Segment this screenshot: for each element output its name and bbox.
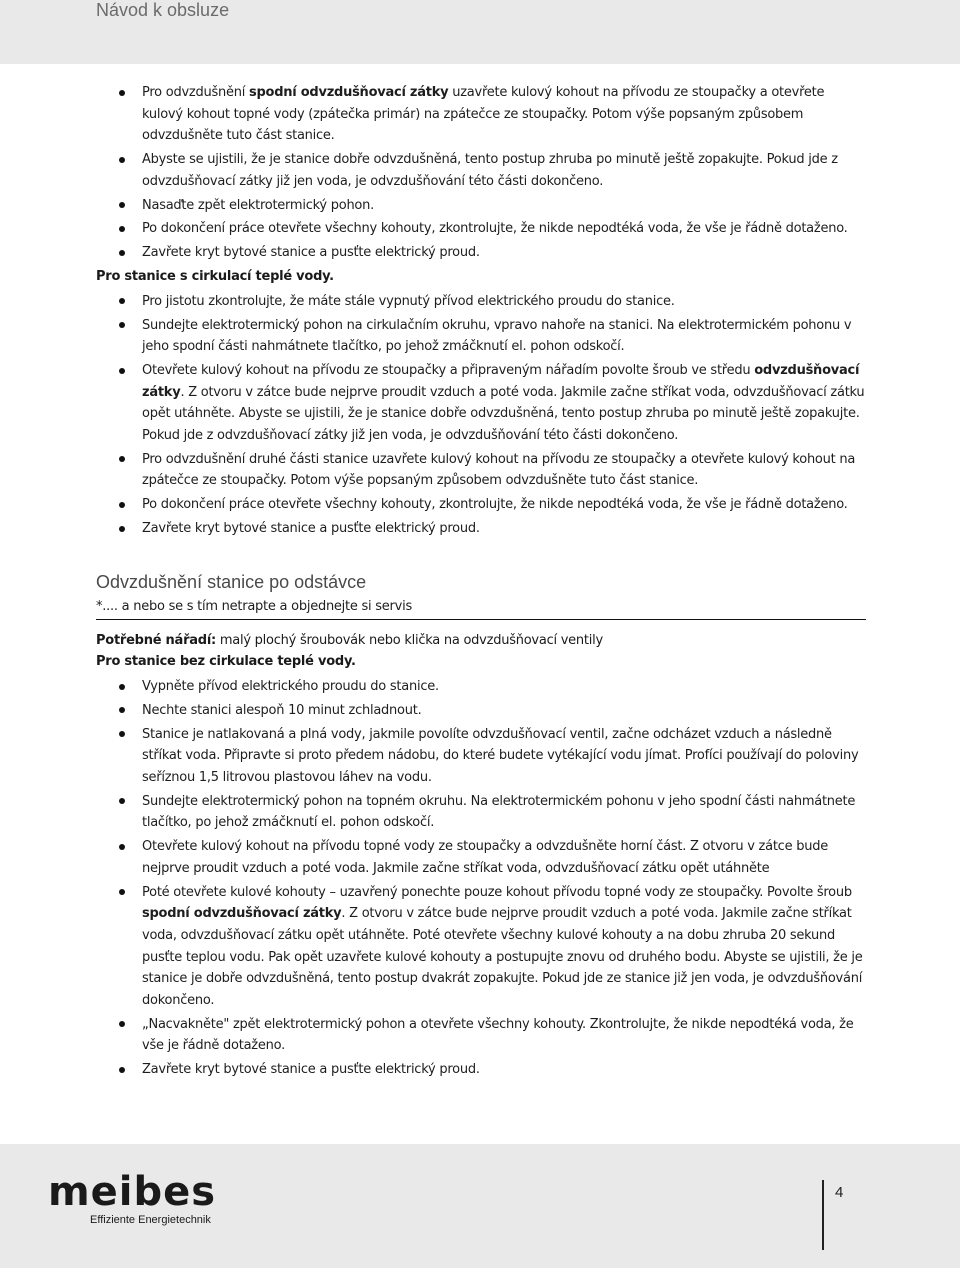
list-item: Nasaďte zpět elektrotermický pohon. bbox=[96, 195, 866, 217]
heading-circulation: Pro stanice s cirkulací teplé vody. bbox=[96, 269, 334, 285]
page-header bbox=[0, 0, 960, 64]
list-item: „Nacvakněte" zpět elektrotermický pohon a otevřete všechny kohouty. Zkontrolujte, že nikde nepodtéká voda, že vše je řádně dotaženo. bbox=[96, 1014, 866, 1057]
service-note: *.... a nebo se s tím netrapte a objednejte si servis bbox=[96, 598, 866, 620]
list-item: Zavřete kryt bytové stanice a pusťte elektrický proud. bbox=[96, 518, 866, 540]
list-item: Pro jistotu zkontrolujte, že máte stále vypnutý přívod elektrického proudu do stanice. bbox=[96, 291, 866, 313]
header-title: Návod k obsluze bbox=[96, 0, 230, 20]
list-item: Poté otevřete kulové kohouty – uzavřený ponechte pouze kohout přívodu topné vody ze stoupačky. Povolte šroub spodní odvzdušňovací zátky. Z otvoru v zátce bude nejprve proudit vzduch a poté voda. Jakmile začne stříkat voda, odvzdušňovací zátku opět utáhněte. Poté otevřete všechny kulové kohouty a na dobu zhruba 20 sekund pusťte teplou vodu. Pak opět uzavřete kulové kohouty a postupujte znovu od druhého bodu. Abyste se ujistili, že je stanice je dobře odvzdušněná, tento postup dvakrát zopakujte. Pokud jde ze stanice již jen voda, je odvzdušňování dokončeno. bbox=[96, 882, 866, 1012]
bullet-list-no-circulation bbox=[96, 676, 866, 1081]
list-item: Pro odvzdušnění spodní odvzdušňovací zátky uzavřete kulový kohout na přívodu ze stoupačky a otevřete kulový kohout topné vody (zpátečka primár) na zpátečce ze stoupačky. Potom výše popsaným způsobem odvzdušněte tuto část stanice. bbox=[96, 82, 866, 147]
section-title: Odvzdušnění stanice po odstávce bbox=[96, 571, 367, 592]
logo-wordmark: meibes bbox=[48, 1169, 217, 1215]
list-item: Stanice je natlakovaná a plná vody, jakmile povolíte odvzdušňovací ventil, začne odcházet vzduch a následně stříkat voda. Připravte si proto předem nádobu, do které budete vytékající vodu jímat. Profíci používají do poloviny seříznou 1,5 litrovou plastovou láhev na vodu. bbox=[96, 724, 866, 789]
list-item: Otevřete kulový kohout na přívodu ze stoupačky a připraveným nářadím povolte šroub ve středu odvzdušňovací zátky. Z otvoru v zátce bude nejprve proudit vzduch a poté voda. Jakmile začne stříkat voda, odvzdušňovací zátku opět utáhněte. Abyste se ujistili, že je stanice dobře odvzdušněná, tento postup zhruba po minutě ještě zopakujte. Pokud jde z odvzdušňovací zátky již jen voda, je odvzdušňování této části dokončeno. bbox=[96, 360, 866, 446]
required-tools: Potřebné nářadí: malý plochý šroubovák nebo klička na odvzdušňovací ventily bbox=[96, 632, 603, 648]
list-item: Pro odvzdušnění druhé části stanice uzavřete kulový kohout na přívodu ze stoupačky a otevřete kulový kohout na zpátečce ze stoupačky. Potom výše popsaným způsobem odvzdušněte tuto část stanice. bbox=[96, 449, 866, 492]
page-content bbox=[96, 82, 866, 1083]
logo-tagline: Effiziente Energietechnik bbox=[90, 1214, 211, 1226]
heading-no-circulation: Pro stanice bez cirkulace teplé vody. bbox=[96, 654, 356, 670]
list-item: Sundejte elektrotermický pohon na topném okruhu. Na elektrotermickém pohonu v jeho spodní části nahmátnete tlačítko, po jehož zmáčknutí el. pohon odskočí. bbox=[96, 791, 866, 834]
list-item: Nechte stanici alespoň 10 minut zchladnout. bbox=[96, 700, 866, 722]
footer-divider bbox=[822, 1180, 824, 1250]
list-item: Otevřete kulový kohout na přívodu topné vody ze stoupačky a odvzdušněte horní část. Z otvoru v zátce bude nejprve proudit vzduch a poté voda. Jakmile začne stříkat voda, odvzdušňovací zátku opět utáhněte bbox=[96, 836, 866, 879]
list-item: Abyste se ujistili, že je stanice dobře odvzdušněná, tento postup zhruba po minutě ještě zopakujte. Pokud jde z odvzdušňovací zátky již jen voda, je odvzdušňování této části dokončeno. bbox=[96, 149, 866, 192]
list-item: Zavřete kryt bytové stanice a pusťte elektrický proud. bbox=[96, 1059, 866, 1081]
list-item: Po dokončení práce otevřete všechny kohouty, zkontrolujte, že nikde nepodtéká voda, že vše je řádně dotaženo. bbox=[96, 494, 866, 516]
list-item: Vypněte přívod elektrického proudu do stanice. bbox=[96, 676, 866, 698]
list-item: Zavřete kryt bytové stanice a pusťte elektrický proud. bbox=[96, 242, 866, 264]
bullet-list-venting-lower bbox=[96, 82, 866, 264]
page-number: 4 bbox=[835, 1184, 844, 1201]
page-footer bbox=[0, 1144, 960, 1268]
bullet-list-circulation bbox=[96, 291, 866, 540]
list-item: Sundejte elektrotermický pohon na cirkulačním okruhu, vpravo nahoře na stanici. Na elektrotermickém pohonu v jeho spodní části nahmátnete tlačítko, po jehož zmáčknutí el. pohon odskočí. bbox=[96, 315, 866, 358]
meibes-logo bbox=[48, 1170, 216, 1226]
list-item: Po dokončení práce otevřete všechny kohouty, zkontrolujte, že nikde nepodtéká voda, že vše je řádně dotaženo. bbox=[96, 218, 866, 240]
